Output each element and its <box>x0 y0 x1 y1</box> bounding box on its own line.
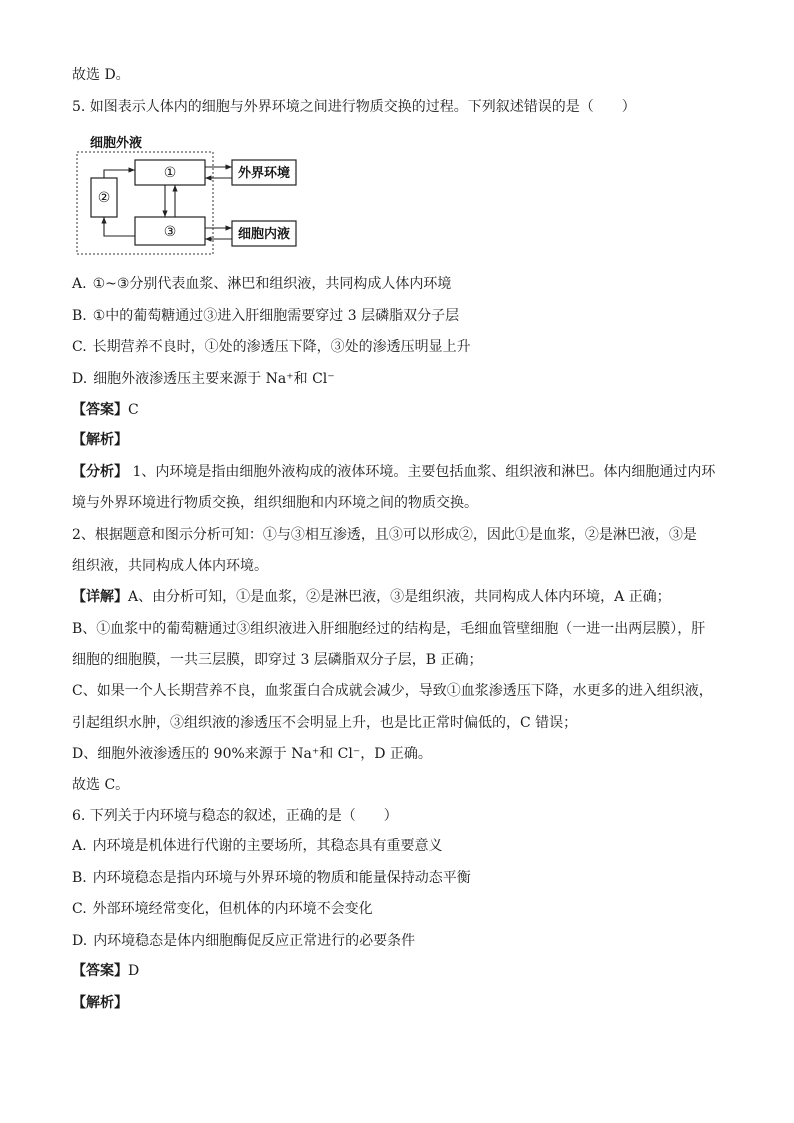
analysis-line: 境与外界环境进行物质交换，组织细胞和内环境之间的物质交换。 <box>72 495 478 511</box>
arrow-3-to-2 <box>104 217 135 236</box>
analysis-label: 【分析】 <box>72 464 128 480</box>
q6-option-d: D. 内环境稳态是体内细胞酶促反应正常进行的必要条件 <box>72 933 416 949</box>
intracellular-fluid-label: 细胞内液 <box>237 227 291 242</box>
analysis-line: 2、根据题意和图示分析可知：①与③相互渗透，且③可以形成②，因此①是血浆，②是淋巴液，③是 <box>72 527 697 543</box>
external-environment-label: 外界环境 <box>237 166 291 181</box>
node-1-label: ① <box>163 165 177 181</box>
q6-option-c: C. 外部环境经常变化，但机体的内环境不会变化 <box>72 901 373 917</box>
answer-label: 【答案】 <box>72 963 128 979</box>
analysis-line: 组织液，共同构成人体内环境。 <box>72 558 268 574</box>
diagram-outer-label: 细胞外液 <box>90 136 143 151</box>
q6-stem: 6. 下列关于内环境与稳态的叙述，正确的是（ ） <box>72 808 398 824</box>
q5-option-a: A. ①~③分别代表血浆、淋巴和组织液，共同构成人体内环境 <box>72 276 452 292</box>
detail-line: C、如果一个人长期营养不良，血浆蛋白合成就会减少，导致①血浆渗透压下降，水更多的进入组织液， <box>72 683 713 699</box>
q5-option-b: B. ①中的葡萄糖通过③进入肝细胞需要穿过 3 层磷脂双分子层 <box>72 308 460 324</box>
q6-analysis-heading: 【解析】 <box>72 995 128 1011</box>
q5-stem: 5. 如图表示人体内的细胞与外界环境之间进行物质交换的过程。下列叙述错误的是（ ） <box>72 99 636 115</box>
q5-answer <box>72 400 139 420</box>
detail-line: D、细胞外液渗透压的 90%来源于 Na⁺和 Cl⁻，D 正确。 <box>72 746 432 762</box>
detail-line: 引起组织水肿，③组织液的渗透压不会明显上升，也是比正常时偏低的，C 错误； <box>72 715 578 731</box>
q5-diagram <box>70 130 310 260</box>
q5-option-c: C. 长期营养不良时，①处的渗透压下降，③处的渗透压明显上升 <box>72 339 471 355</box>
node-3-label: ③ <box>163 224 177 240</box>
arrow-2-to-1 <box>104 170 135 178</box>
answer-label: 【答案】 <box>72 402 128 418</box>
q6-option-b: B. 内环境稳态是指内环境与外界环境的物质和能量保持动态平衡 <box>72 870 471 886</box>
detail-label: 【详解】 <box>72 589 128 605</box>
q6-answer <box>72 961 139 981</box>
answer-value: D <box>128 963 140 979</box>
detail-line: 细胞的细胞膜，一共三层膜，即穿过 3 层磷脂双分子层，B 正确； <box>72 652 483 668</box>
q5-conclusion: 故选 C。 <box>72 777 130 793</box>
q5-analysis-heading: 【解析】 <box>72 432 128 448</box>
node-2-label: ② <box>97 190 111 206</box>
q5-option-d: D. 细胞外液渗透压主要来源于 Na⁺和 Cl⁻ <box>72 371 335 387</box>
previous-conclusion: 故选 D。 <box>72 67 130 83</box>
analysis-line: 【分析】 1、内环境是指由细胞外液构成的液体环境。主要包括血浆、组织液和淋巴。体内细胞通过内环 <box>72 464 716 480</box>
detail-line: 【详解】A、由分析可知，①是血浆，②是淋巴液，③是组织液，共同构成人体内环境，A 正确； <box>72 589 671 605</box>
detail-line: B、①血浆中的葡萄糖通过③组织液进入肝细胞经过的结构是，毛细血管壁细胞（一进一出两层膜），肝 <box>72 621 706 637</box>
answer-value: C <box>128 402 139 418</box>
q6-option-a: A. 内环境是机体进行代谢的主要场所，其稳态具有重要意义 <box>72 838 443 854</box>
